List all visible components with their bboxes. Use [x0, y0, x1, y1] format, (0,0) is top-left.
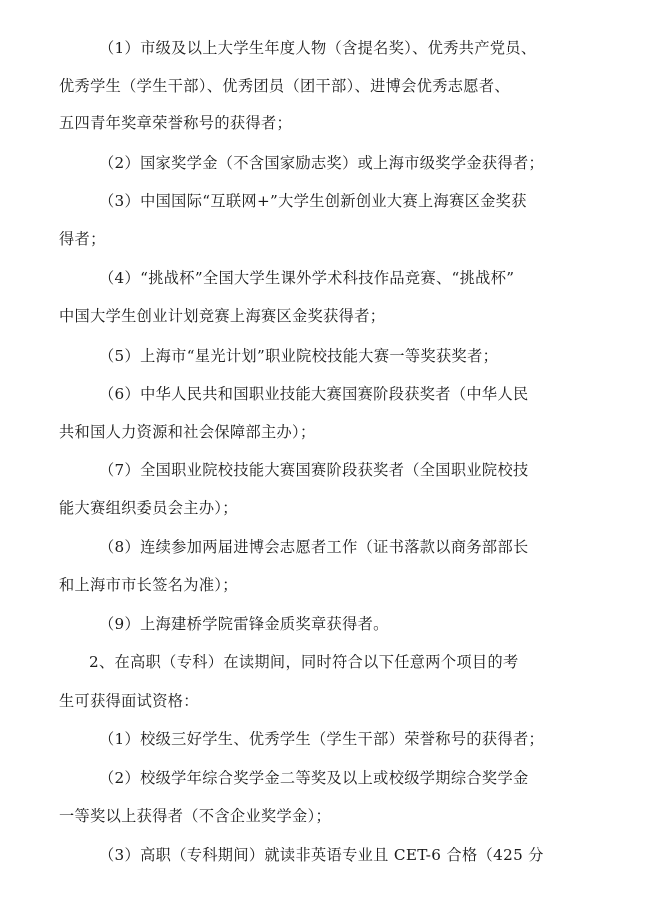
text-line: 五四青年奖章荣誉称号的获得者； [59, 114, 293, 132]
text-line: （2）国家奖学金（不含国家励志奖）或上海市级奖学金获得者； [99, 154, 545, 172]
text-line: （3）中国国际“互联网+”大学生创新创业大赛上海赛区金奖获 [99, 192, 527, 210]
text-line: （4）“挑战杯”全国大学生课外学术科技作品竞赛、“挑战杯” [99, 269, 515, 287]
text-line: （7）全国职业院校技能大赛国赛阶段获奖者（全国职业院校技 [99, 461, 529, 479]
text-line: 能大赛组织委员会主办）； [59, 499, 238, 517]
text-line: （5）上海市“星光计划”职业院校技能大赛一等奖获奖者； [99, 347, 499, 365]
text-line: 一等奖以上获得者（不含企业奖学金）； [59, 807, 332, 825]
text-line: 和上海市市长签名为准）； [59, 576, 238, 594]
text-line: （8）连续参加两届进博会志愿者工作（证书落款以商务部部长 [99, 538, 529, 556]
text-line: 优秀学生（学生干部）、优秀团员（团干部）、进博会优秀志愿者、 [59, 77, 510, 95]
text-line: （6）中华人民共和国职业技能大赛国赛阶段获奖者（中华人民 [99, 385, 529, 403]
text-line: （2）校级学年综合奖学金二等奖及以上或校级学期综合奖学金 [99, 769, 529, 787]
text-line: （9）上海建桥学院雷锋金质奖章获得者。 [99, 615, 389, 633]
text-line: （3）高职（专科期间）就读非英语专业且 CET-6 合格（425 分 [99, 846, 544, 864]
text-line: 生可获得面试资格： [59, 692, 199, 710]
text-line: 共和国人力资源和社会保障部主办）； [59, 423, 316, 441]
text-line: 中国大学生创业计划竞赛上海赛区金奖获得者； [59, 307, 386, 325]
text-line: 2、在高职（专科）在读期间，同时符合以下任意两个项目的考 [89, 653, 519, 671]
text-line: 得者； [59, 230, 106, 248]
text-line: （1）校级三好学生、优秀学生（学生干部）荣誉称号的获得者； [99, 730, 545, 748]
text-line: （1）市级及以上大学生年度人物（含提名奖）、优秀共产党员、 [99, 39, 537, 57]
